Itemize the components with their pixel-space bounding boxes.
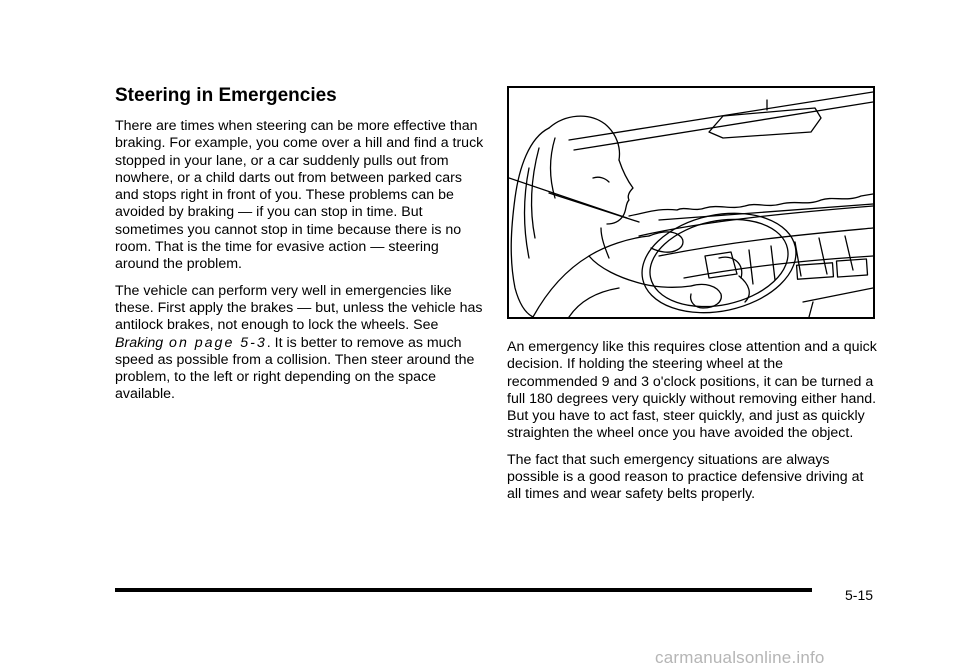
footer-rule	[115, 588, 812, 592]
paragraph-brakes-end: . It is better to remove as much speed as possible from a collision. Then steer around the problem, to the left or right depending on the space available.	[115, 334, 475, 403]
watermark-text: carmanualsonline.info	[655, 648, 825, 667]
xref-page: on page 5-3	[163, 334, 267, 351]
paragraph-brakes-start: The vehicle can perform very well in emergencies like these. First apply the brakes — but, unless the vehicle has antilock brakes, not enough to lock the wheels. See	[115, 282, 483, 334]
left-column	[115, 84, 485, 413]
paragraph-steering-intro: There are times when steering can be more effective than braking. For example, you come over a hill and find a truck stopped in your lane, or a car suddenly pulls out from nowhere, or a child darts out from between parked cars and stops right in front of you. These problems can be avoided by braking — if you can stop in time. But sometimes you cannot stop in time because there is no room. That is the time for evasive action — steering around the problem.	[115, 118, 484, 273]
illustration-drawing	[509, 88, 873, 317]
right-column	[507, 86, 877, 513]
driver-steering-illustration	[507, 86, 875, 319]
paragraph-quick-decision: An emergency like this requires close attention and a quick decision. If holding the steering wheel at the recommended 9 and 3 o'clock positions, it can be turned a full 180 degrees very quickly without removing either hand. But you have to act fast, steer quickly, and just as quickly straighten the wheel once you have avoided the object.	[507, 339, 877, 442]
braking-xref-link[interactable]	[115, 335, 267, 351]
section-title: Steering in Emergencies	[115, 85, 337, 106]
xref-title: Braking	[115, 334, 164, 351]
paragraph-defensive-driving: The fact that such emergency situations are always possible is a good reason to practice defensive driving at all times and wear safety belts properly.	[507, 451, 864, 503]
page-number: 5-15	[845, 587, 874, 603]
paragraph-brakes	[115, 283, 485, 404]
